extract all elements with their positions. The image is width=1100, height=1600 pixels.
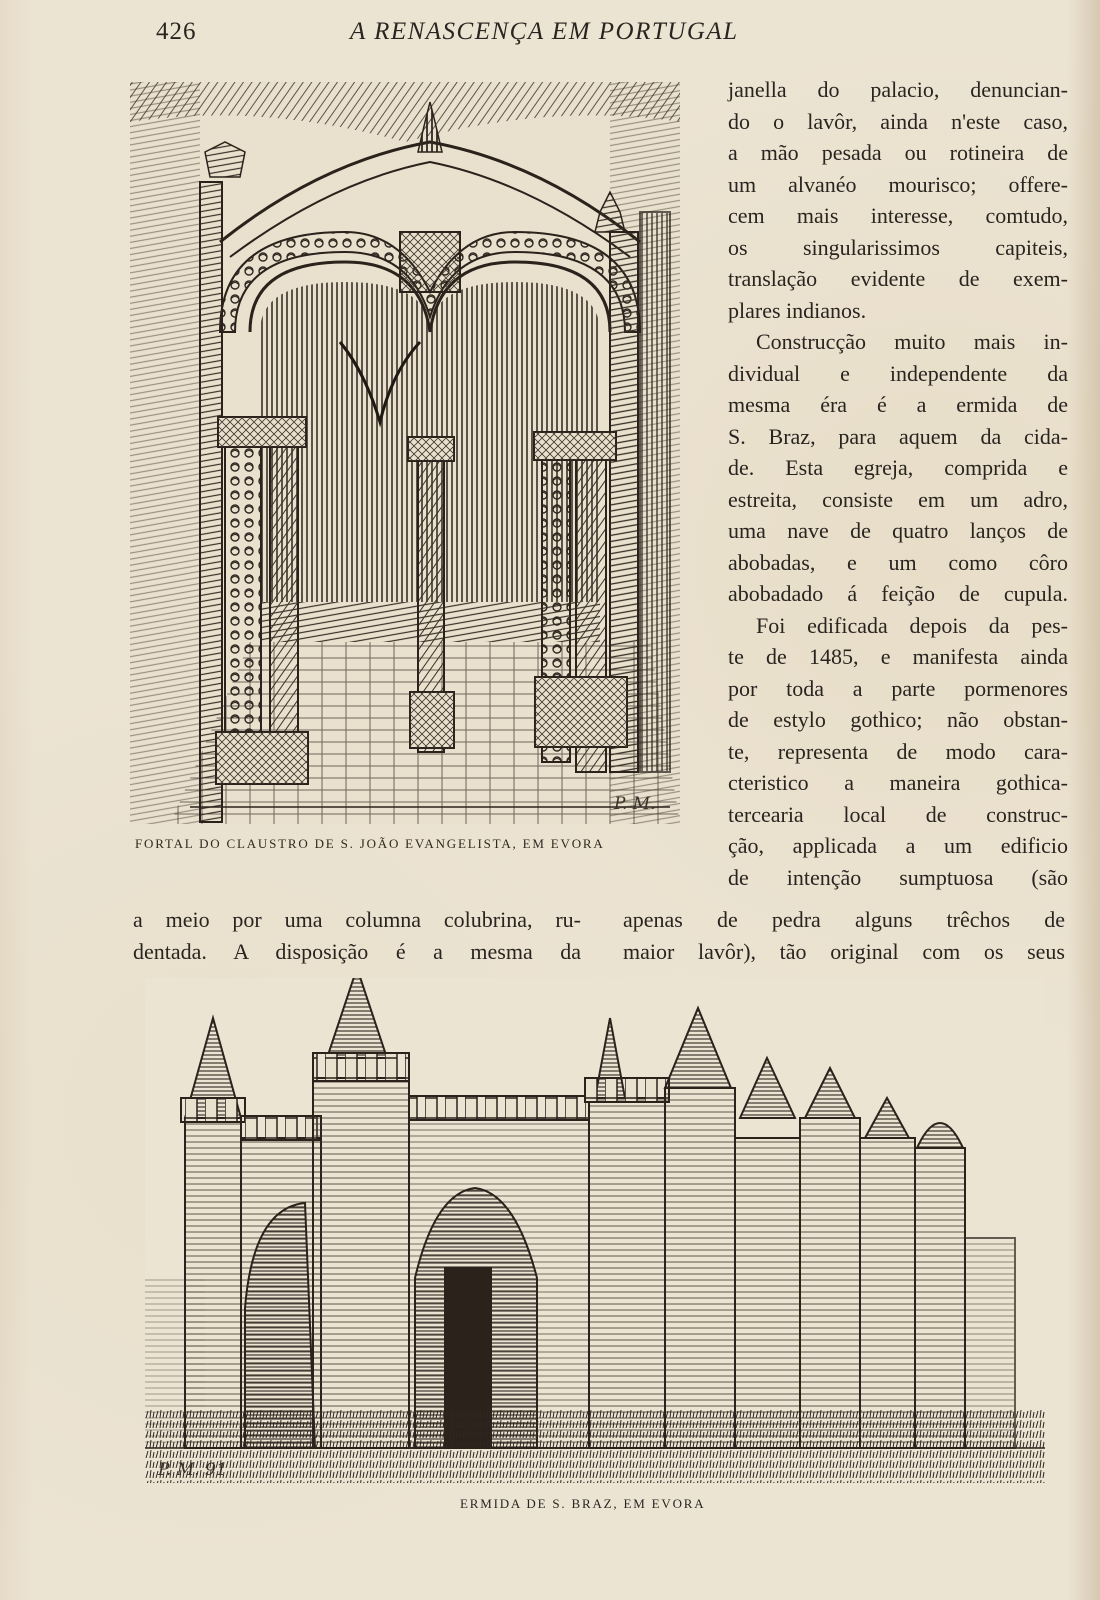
text-line: abobadas, e um como côro — [728, 549, 1068, 575]
text-line: de estylo gothico; não obstan- — [728, 707, 1068, 732]
running-title: A RENASCENÇA EM PORTUGAL — [350, 18, 739, 45]
cloister-portal-drawing — [130, 82, 680, 824]
text-line: plares indianos. — [728, 297, 867, 323]
text-line: translação evidente de exem- — [728, 266, 1068, 291]
text-line: maior lavôr), tão original com os seus — [623, 938, 1065, 964]
text-line: do o lavôr, ainda n'este caso, — [728, 108, 1068, 134]
text-line: te de 1485, e manifesta ainda — [728, 644, 1068, 669]
running-head — [150, 12, 870, 52]
chapel-drawing — [145, 978, 1045, 1483]
text-line: te, representa de modo cara- — [728, 738, 1068, 764]
text-line: apenas de pedra alguns trêchos de — [623, 907, 1065, 932]
text-line: mesma éra é a ermida de — [728, 392, 1068, 417]
text-line: a mão pesada ou rotineira de — [728, 140, 1068, 165]
cloister-engraving-signature: P. M. — [614, 794, 656, 814]
text-line: dentada. A disposição é a mesma da — [133, 938, 581, 964]
text-line: estreita, consiste em um adro, — [728, 486, 1068, 512]
bottom-right-text — [623, 904, 1065, 967]
right-text-column — [728, 74, 1068, 893]
text-line: de. Esta egreja, comprida e — [728, 455, 1068, 480]
bottom-left-text — [133, 904, 581, 967]
cloister-caption: FORTAL DO CLAUSTRO DE S. JOÃO EVANGELISTA, EM EVORA — [135, 836, 605, 851]
text-line: janella do palacio, denuncian- — [728, 77, 1068, 102]
text-line: um alvanéo mourisco; offere- — [728, 171, 1068, 197]
text-line: cteristico a maneira gothica- — [728, 770, 1068, 795]
text-line: uma nave de quatro lanços de — [728, 518, 1068, 543]
text-line: Construcção muito mais in- — [756, 329, 1068, 354]
page-number: 426 — [156, 18, 197, 45]
chapel-engraving — [145, 978, 1045, 1483]
text-line: de intenção sumptuosa (são — [728, 864, 1068, 890]
text-line: Foi edificada depois da pes- — [756, 612, 1068, 638]
chapel-caption: ERMIDA DE S. BRAZ, EM EVORA — [460, 1496, 706, 1511]
cloister-portal-engraving — [130, 82, 680, 824]
chapel-engraving-signature: P. M. 91 — [158, 1460, 227, 1480]
text-line: a meio por uma columna colubrina, ru- — [133, 907, 581, 932]
text-line: abobadado á feição de cupula. — [728, 581, 1068, 606]
text-line: cem mais interesse, comtudo, — [728, 203, 1068, 228]
text-line: S. Braz, para aquem da cida- — [728, 423, 1068, 449]
text-line: ção, applicada a um edificio — [728, 833, 1068, 858]
text-line: os singularissimos capiteis, — [728, 234, 1068, 260]
text-line: dividual e independente da — [728, 360, 1068, 386]
text-line: por toda a parte pormenores — [728, 675, 1068, 701]
text-line: tercearia local de construc- — [728, 801, 1068, 827]
